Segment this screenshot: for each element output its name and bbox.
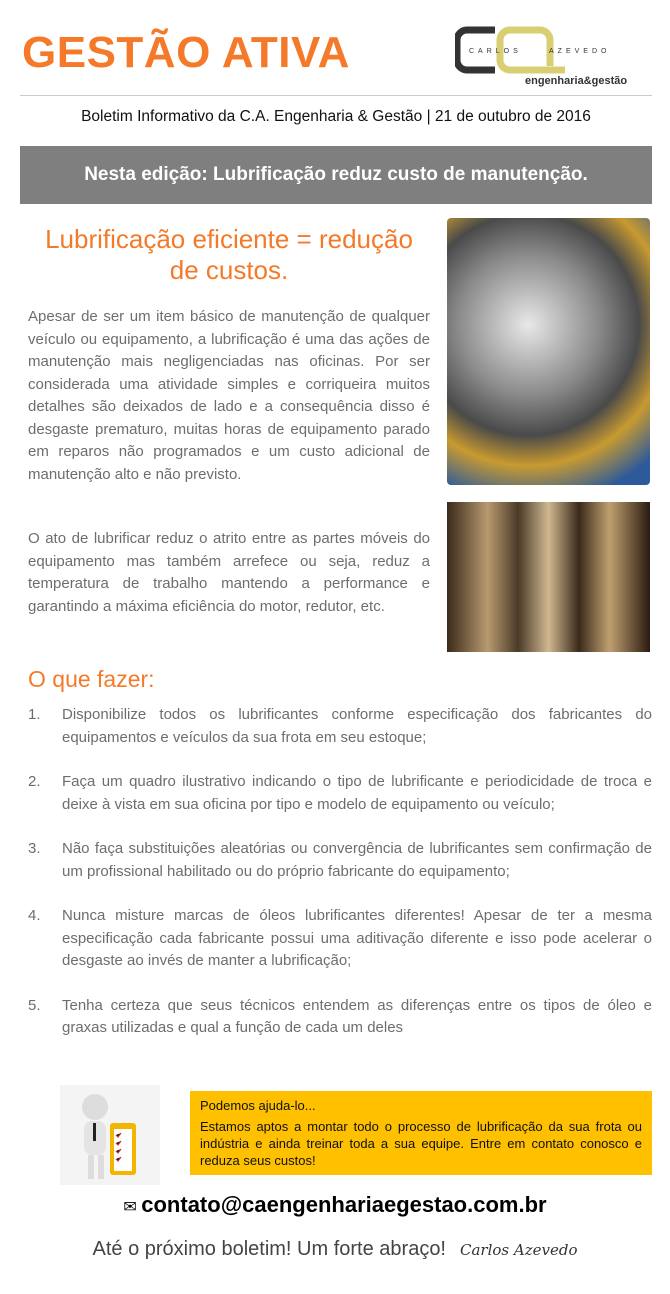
logo-tagline: engenharia&gestão (525, 75, 628, 87)
item-text: Disponibilize todos os lubrificantes conforme especificação dos fabricantes do equipamentos e veículos da sua frota em seu estoque; (62, 706, 652, 746)
item-number: 1. (28, 706, 41, 723)
email-icon: ✉ (123, 1199, 142, 1216)
checklist-figure-image (60, 1085, 160, 1185)
item-text: Faça um quadro ilustrativo indicando o tipo de lubrificante e periodicidade de troca e deixe à vista em sua oficina por tipo e modelo de equipamento ou veículo; (62, 773, 652, 813)
list-item (28, 771, 652, 816)
email-link[interactable]: contato@caengenhariaegestao.com.br (141, 1192, 547, 1217)
newsletter-title: GESTÃO ATIVA (22, 28, 350, 77)
contact-email[interactable] (0, 1192, 670, 1218)
article-heading: Lubrificação eficiente = redução de custos. (45, 224, 413, 285)
logo-text-azevedo: AZEVEDO (549, 48, 611, 55)
list-item (28, 905, 652, 973)
item-number: 4. (28, 907, 41, 924)
list-item (28, 838, 652, 883)
list-item (28, 704, 652, 749)
todo-list (28, 704, 652, 1062)
item-number: 3. (28, 840, 41, 857)
logo-text-carlos: CARLOS (469, 48, 522, 55)
crankshaft-image (447, 502, 650, 652)
help-text: Estamos aptos a montar todo o processo de lubrificação da sua frota ou indústria e ainda treinar toda a sua equipe. Entre em contato conosco e reduza seus custos! (200, 1119, 642, 1168)
article-paragraph: O ato de lubrificar reduz o atrito entre as partes móveis do equipamento mas também arrefece ou seja, reduz a temperatura de trabalho mantendo a performance e garantindo a máxima eficiência do motor, redutor, etc. (28, 530, 430, 615)
item-number: 2. (28, 773, 41, 790)
list-item (28, 995, 652, 1040)
item-number: 5. (28, 996, 41, 1014)
signature: Carlos Azevedo (460, 1241, 578, 1259)
edition-banner: Nesta edição: Lubrificação reduz custo de manutenção. (20, 146, 652, 204)
help-title: Podemos ajuda-lo... (200, 1098, 316, 1113)
item-text: Tenha certeza que seus técnicos entendem as diferenças entre os tipos de óleo e graxas utilizadas e qual a função de cada um deles (62, 996, 652, 1036)
item-text: Nunca misture marcas de óleos lubrificantes diferentes! Apesar de ter a mesma especificação cada fabricante possui uma aditivação diferente e isso pode acelerar o desgaste ao invés de manter a lubrificação; (62, 907, 652, 969)
company-logo (455, 26, 650, 88)
article-paragraph: Apesar de ser um item básico de manutenção de qualquer veículo ou equipamento, a lubrificação é uma das ações de manutenção mais negligenciadas nas oficinas. Por ser considerada uma atividade simples e corriqueira muitos detalhes são deixados de lado e a consequência disso é desgaste prematuro, muitas horas de equipamento parado em reparos não programados e um custo adicional de manutenção alto e não previsto. (28, 308, 430, 483)
subtitle: Boletim Informativo da C.A. Engenharia & Gestão | 21 de outubro de 2016 (81, 108, 591, 125)
closing-text: Até o próximo boletim! Um forte abraço! (92, 1238, 446, 1260)
todo-heading: O que fazer: (28, 666, 155, 692)
help-box (190, 1091, 652, 1175)
gears-oil-image (447, 218, 650, 485)
closing (0, 1238, 670, 1261)
item-text: Não faça substituições aleatórias ou convergência de lubrificantes sem confirmação de um profissional habilitado ou do próprio fabricante do equipamento; (62, 840, 652, 880)
divider (20, 95, 652, 96)
